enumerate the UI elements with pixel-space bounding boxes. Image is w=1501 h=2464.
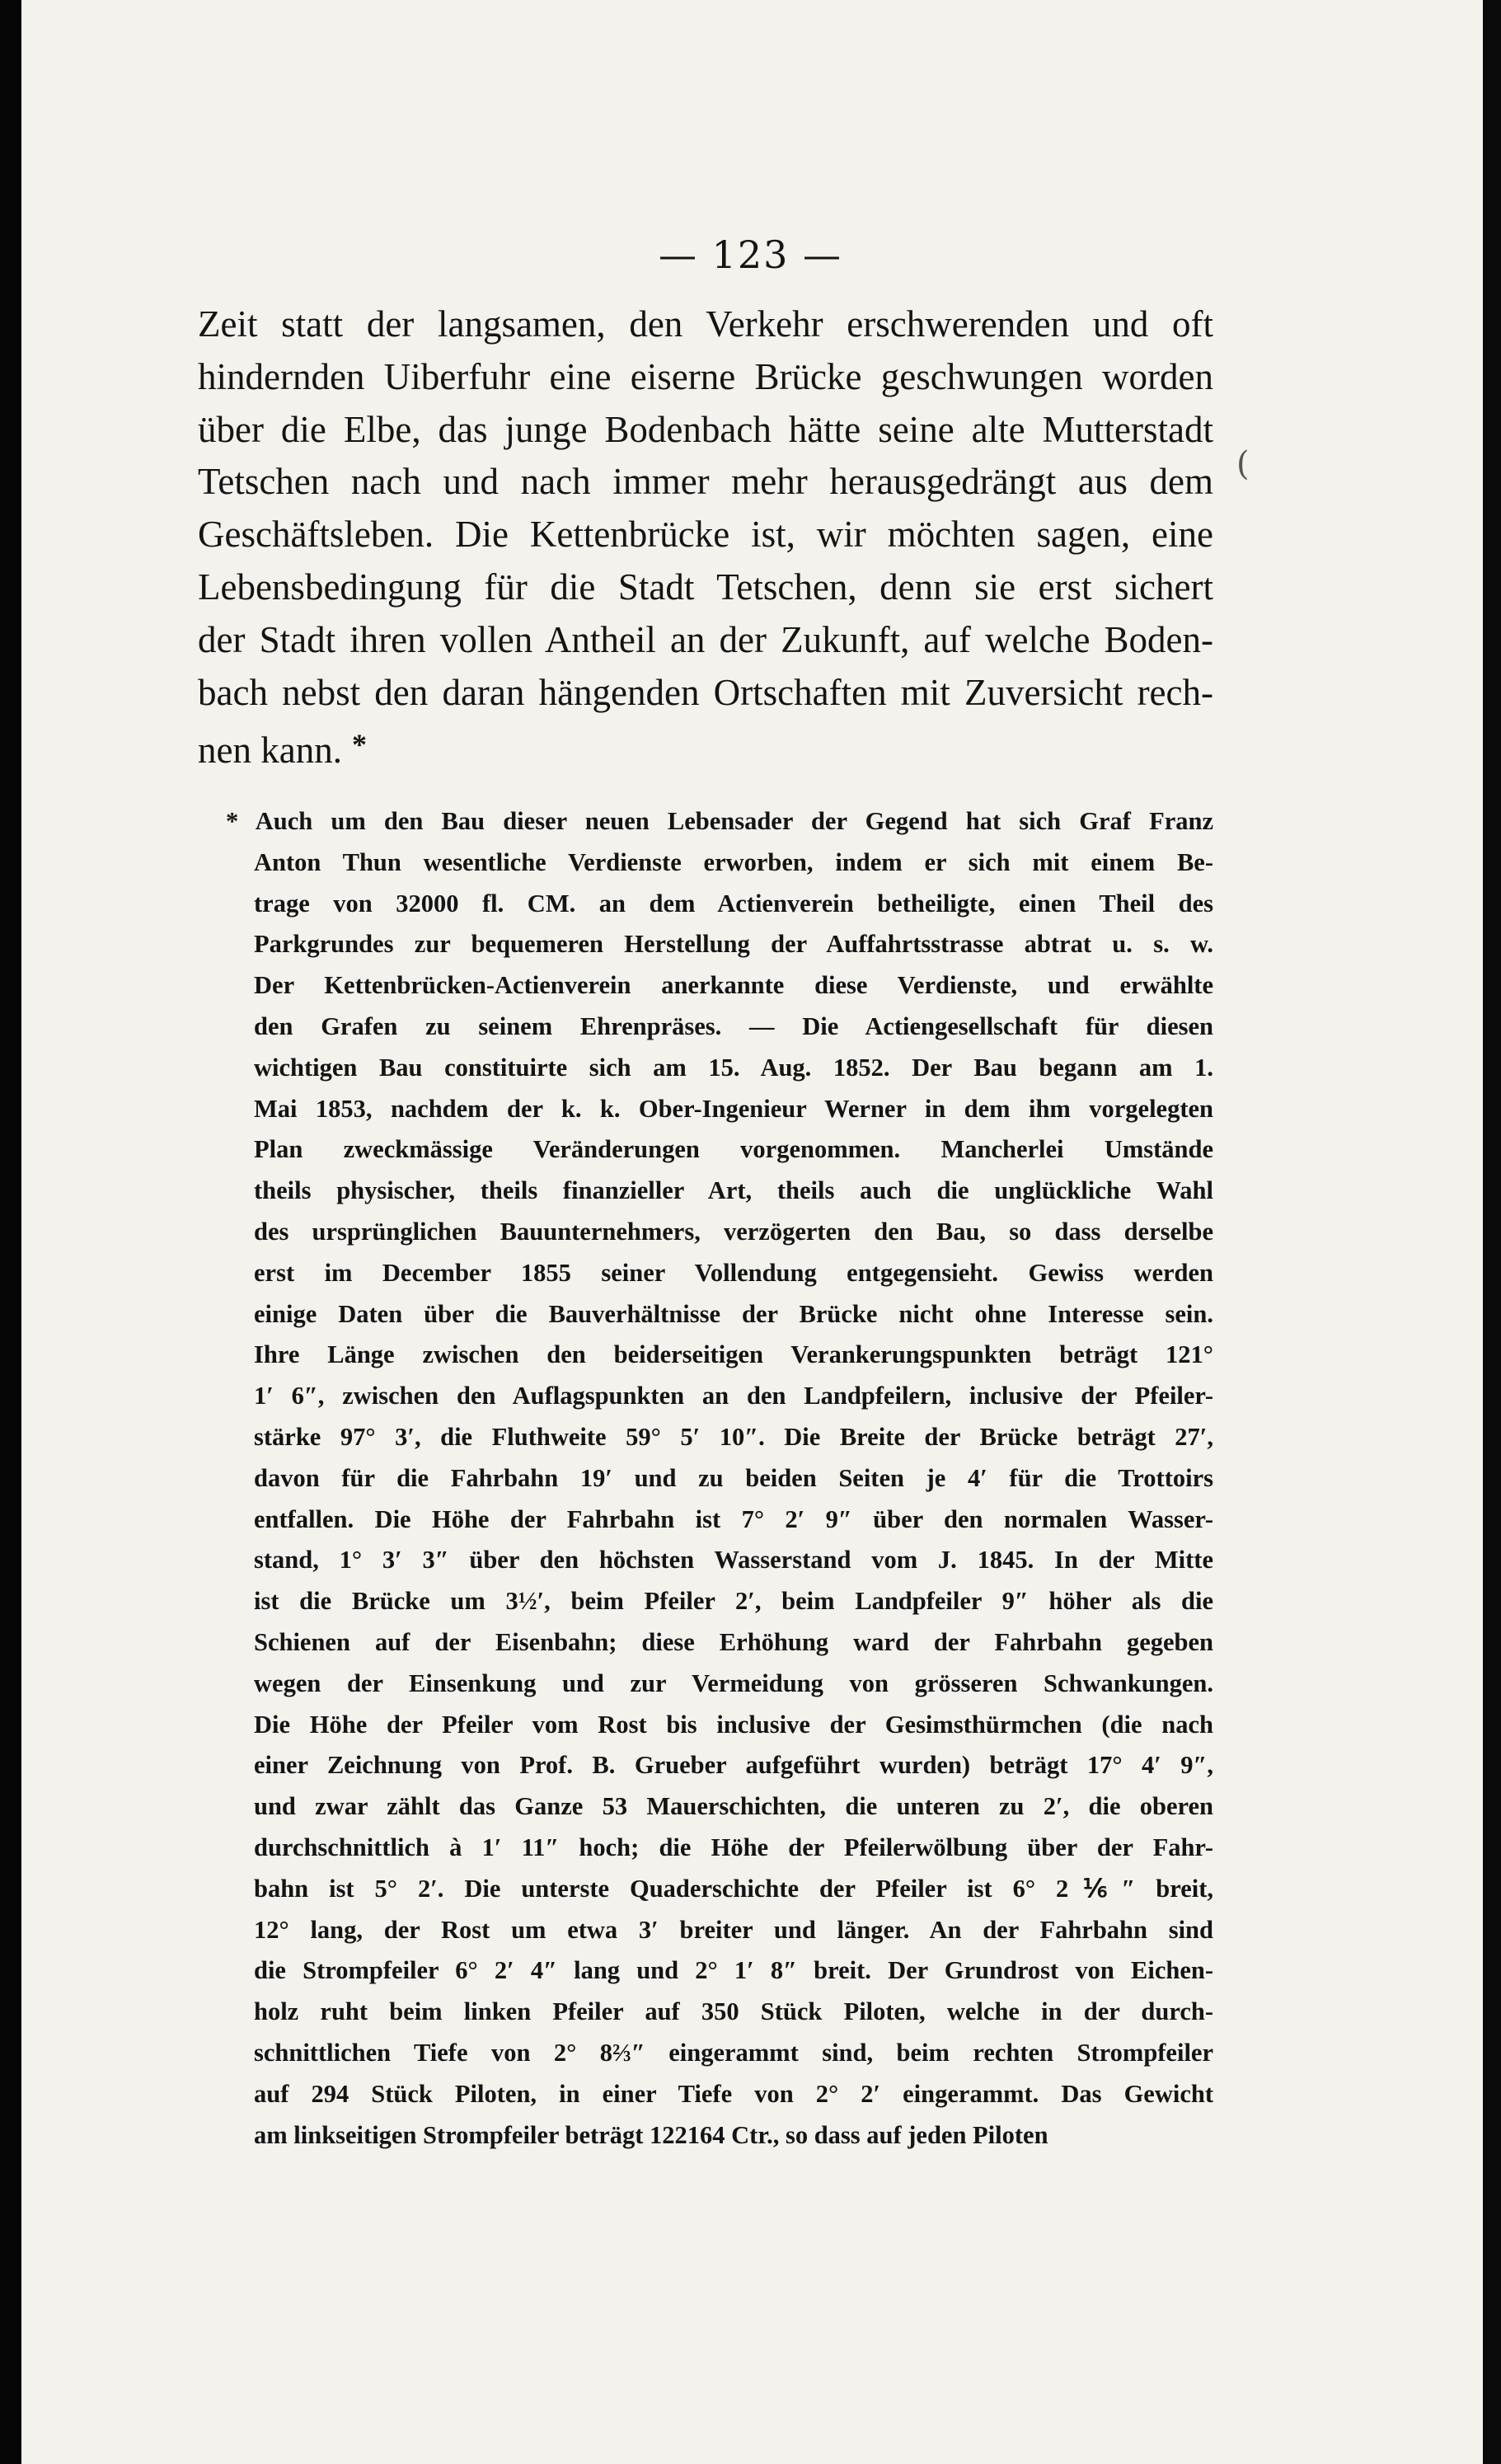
footnote-line: Mai 1853, nachdem der k. k. Ober-Ingenieur Werner in dem ihm vorgelegten (254, 1094, 1213, 1123)
footnote-line: davon für die Fahrbahn 19′ und zu beiden Seiten je 4′ für die Trottoirs (254, 1463, 1213, 1492)
footnote-line: einige Daten über die Bauverhältnisse der Brücke nicht ohne Interesse sein. (254, 1299, 1213, 1328)
footnote-line: wegen der Einsenkung und zur Vermeidung von grösseren Schwankungen. (254, 1668, 1213, 1697)
footnote-line: die Strompfeiler 6° 2′ 4″ lang und 2° 1′ 8″ breit. Der Grundrost von Eichen- (254, 1956, 1213, 1985)
scan-edge-right (1483, 0, 1501, 2464)
footnote-line: Schienen auf der Eisenbahn; diese Erhöhung ward der Fahrbahn gegeben (254, 1627, 1213, 1656)
body-line: bach nebst den daran hängenden Ortschaften mit Zuversicht rech- (198, 671, 1213, 713)
footnote-line: und zwar zählt das Ganze 53 Mauerschichten, die unteren zu 2′, die oberen (254, 1792, 1213, 1821)
body-line: über die Elbe, das junge Bodenbach hätte seine alte Mutterstadt (198, 408, 1213, 450)
footnote-marker: * (351, 728, 367, 762)
footnote-line: stand, 1° 3′ 3″ über den höchsten Wasserstand vom J. 1845. In der Mitte (254, 1546, 1213, 1575)
body-line: Tetschen nach und nach immer mehr herausgedrängt aus dem (198, 461, 1213, 503)
footnote-line: * Auch um den Bau dieser neuen Lebensader der Gegend hat sich Graf Franz (226, 807, 1213, 835)
footnote-line: auf 294 Stück Piloten, in einer Tiefe von 2° 2′ eingerammt. Das Gewicht (254, 2079, 1213, 2108)
footnote-line: Anton Thun wesentliche Verdienste erworben, indem er sich mit einem Be- (254, 847, 1213, 876)
body-line: der Stadt ihren vollen Antheil an der Zukunft, auf welche Boden- (198, 618, 1213, 660)
body-line: Lebensbedingung für die Stadt Tetschen, denn sie erst sichert (198, 566, 1213, 608)
body-line: Geschäftsleben. Die Kettenbrücke ist, wir möchten sagen, eine (198, 514, 1213, 556)
footnote-line: 1′ 6″, zwischen den Auflagspunkten an den Landpfeilern, inclusive der Pfeiler- (254, 1382, 1213, 1410)
footnote-line: trage von 32000 fl. CM. an dem Actienverein betheiligte, einen Theil des (254, 889, 1213, 918)
footnote-line: erst im December 1855 seiner Vollendung entgegensieht. Gewiss werden (254, 1258, 1213, 1287)
footnote-line: wichtigen Bau constituirte sich am 15. Aug. 1852. Der Bau begann am 1. (254, 1053, 1213, 1082)
footnote-line: Die Höhe der Pfeiler vom Rost bis inclusive der Gesimsthürmchen (die nach (254, 1710, 1213, 1739)
footnote-line: ist die Brücke um 3½′, beim Pfeiler 2′, beim Landpfeiler 9″ höher als die (254, 1587, 1213, 1616)
footnote-line: des ursprünglichen Bauunternehmers, verzögerten den Bau, so dass derselbe (254, 1217, 1213, 1246)
footnote-line: Parkgrundes zur bequemeren Herstellung der Auffahrtsstrasse abtrat u. s. w. (254, 930, 1213, 959)
footnote-line: 12° lang, der Rost um etwa 3′ breiter und länger. An der Fahrbahn sind (254, 1915, 1213, 1944)
footnote-line: theils physischer, theils finanzieller Art, theils auch die unglückliche Wahl (254, 1176, 1213, 1205)
footnote-line: durchschnittlich à 1′ 11″ hoch; die Höhe der Pfeilerwölbung über der Fahr- (254, 1833, 1213, 1861)
footnote (226, 801, 1213, 2156)
footnote-line: stärke 97° 3′, die Fluthweite 59° 5′ 10″. Die Breite der Brücke beträgt 27′, (254, 1422, 1213, 1451)
footnote-line: Ihre Länge zwischen den beiderseitigen Verankerungspunkten beträgt 121° (254, 1340, 1213, 1369)
footnote-line: Plan zweckmässige Veränderungen vorgenommen. Mancherlei Umstände (254, 1135, 1213, 1164)
footnote-line: Der Kettenbrücken-Actienverein anerkannte diese Verdienste, und erwählte (254, 971, 1213, 1000)
scan-edge-left (0, 0, 21, 2464)
footnote-line: den Grafen zu seinem Ehrenpräses. — Die Actiengesellschaft für diesen (254, 1011, 1213, 1040)
body-line: Zeit statt der langsamen, den Verkehr erschwerenden und oft (198, 303, 1213, 345)
body-line-last (198, 719, 1213, 777)
footnote-line: schnittlichen Tiefe von 2° 8⅔″ eingerammt sind, beim rechten Strompfeiler (254, 2038, 1213, 2067)
footnote-line: entfallen. Die Höhe der Fahrbahn ist 7° 2′ 9″ über den normalen Wasser- (254, 1504, 1213, 1533)
body-line: nen kann. (198, 730, 342, 772)
page-number: — 123 — (658, 232, 843, 277)
footnote-line: einer Zeichnung von Prof. B. Grueber aufgeführt wurden) beträgt 17° 4′ 9″, (254, 1751, 1213, 1780)
footnote-line: holz ruht beim linken Pfeiler auf 350 Stück Piloten, welche in der durch- (254, 1997, 1213, 2026)
footnote-line: bahn ist 5° 2′. Die unterste Quaderschichte der Pfeiler ist 6° 2⅙″ breit, (254, 1874, 1213, 1903)
body-text (198, 298, 1213, 777)
margin-bracket-mark: ( (1236, 445, 1250, 483)
footnote-line: am linkseitigen Strompfeiler beträgt 122164 Ctr., so dass auf jeden Piloten (254, 2120, 1048, 2149)
body-line: hindernden Uiberfuhr eine eiserne Brücke geschwungen worden (198, 355, 1213, 397)
